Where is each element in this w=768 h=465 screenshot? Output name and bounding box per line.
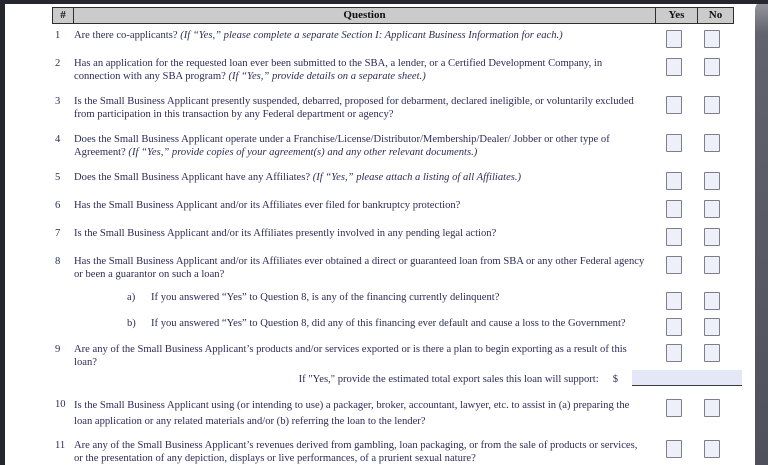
question-text (74, 171, 656, 184)
question-note: (If “Yes,” provide details on a separate sheet.) (228, 71, 426, 82)
q10-yes-checkbox[interactable] (666, 399, 682, 417)
q5-yes-checkbox[interactable] (666, 172, 682, 190)
form-page (5, 4, 755, 465)
question-text (74, 398, 656, 430)
header-number-column: # (60, 9, 66, 21)
question-row-q2 (52, 57, 734, 83)
question-main-text: Has the Small Business Applicant and/or its Affiliates ever obtained a direct or guaranteed loan from SBA or any other Federal agency or been a guarantor on such a loan? (74, 256, 645, 280)
yes-no-checkboxes (656, 200, 734, 218)
question-number: 4 (55, 134, 61, 145)
export-sales-input[interactable] (632, 370, 742, 386)
question-main-text: Are there co-applicants? (74, 30, 178, 41)
yes-no-checkboxes (656, 440, 734, 458)
header-no-column: No (697, 8, 733, 23)
q10-no-checkbox[interactable] (704, 399, 720, 417)
q6-yes-checkbox[interactable] (666, 200, 682, 218)
q8b-no-checkbox[interactable] (704, 318, 720, 336)
q8a-yes-checkbox[interactable] (666, 292, 682, 310)
q9-yes-checkbox[interactable] (666, 344, 682, 362)
question-number: 10 (55, 399, 66, 410)
question-text (74, 343, 656, 369)
question-text (74, 199, 656, 212)
question-row-q8 (52, 255, 734, 281)
question-note: (If “Yes,” please attach a listing of all Affiliates.) (312, 172, 522, 183)
q7-no-checkbox[interactable] (704, 228, 720, 246)
question-main-text: Is the Small Business Applicant using (or intending to use) a packager, broker, accountant, lawyer, etc. to assist in (a) preparing the loan application or any related materials and/or (b) referring the loan to the lender? (74, 400, 630, 427)
sub-question-letter: a) (127, 292, 136, 303)
q1-yes-checkbox[interactable] (666, 30, 682, 48)
q4-no-checkbox[interactable] (704, 134, 720, 152)
q4-yes-checkbox[interactable] (666, 134, 682, 152)
question-number: 6 (55, 200, 61, 211)
question-note: (If “Yes,” please complete a separate Section I: Applicant Business Information for each.) (180, 30, 563, 41)
q5-no-checkbox[interactable] (704, 172, 720, 190)
question-text (74, 227, 656, 240)
question-main-text: Are any of the Small Business Applicant’s products and/or services exported or is there a plan to begin exporting as a result of this loan? (74, 344, 627, 368)
q11-no-checkbox[interactable] (704, 440, 720, 458)
question-text (74, 95, 656, 121)
window-frame-left (0, 0, 5, 465)
q11-yes-checkbox[interactable] (666, 440, 682, 458)
question-text (74, 291, 656, 304)
question-row-q8a (52, 291, 734, 310)
window-frame-top (0, 0, 768, 4)
question-number: 5 (55, 172, 61, 183)
question-row-q1 (52, 29, 734, 48)
q3-yes-checkbox[interactable] (666, 96, 682, 114)
question-text (74, 133, 656, 159)
yes-no-checkboxes (656, 58, 734, 76)
question-row-q5 (52, 171, 734, 190)
q2-no-checkbox[interactable] (704, 58, 720, 76)
header-question-column: Question (73, 8, 655, 23)
q2-yes-checkbox[interactable] (666, 58, 682, 76)
yes-no-checkboxes (656, 292, 734, 310)
dollar-sign: $ (612, 374, 618, 385)
question-main-text: Does the Small Business Applicant have any Affiliates? (74, 172, 311, 183)
export-sales-label (52, 373, 618, 386)
question-rows (52, 29, 734, 465)
question-text (74, 317, 656, 330)
yes-no-checkboxes (656, 318, 734, 336)
question-row-q8b (52, 317, 734, 336)
question-main-text: Does the Small Business Applicant operate under a Franchise/License/Distributor/Membership/Dealer/ Jobber or other type of Agreement? (74, 134, 610, 158)
question-number: 8 (55, 256, 61, 267)
q8a-no-checkbox[interactable] (704, 292, 720, 310)
question-row-q3 (52, 95, 734, 121)
question-number: 2 (55, 58, 61, 69)
yes-no-checkboxes (656, 172, 734, 190)
question-row-q9-export (52, 370, 734, 386)
question-row-q7 (52, 227, 734, 246)
yes-no-checkboxes (656, 30, 734, 48)
question-number: 1 (55, 30, 61, 41)
question-number: 3 (55, 96, 61, 107)
q7-yes-checkbox[interactable] (666, 228, 682, 246)
question-number: 11 (55, 440, 66, 451)
question-text (74, 439, 656, 465)
yes-no-checkboxes (656, 228, 734, 246)
q3-no-checkbox[interactable] (704, 96, 720, 114)
yes-no-checkboxes (656, 134, 734, 152)
question-note: (If “Yes,” provide copies of your agreement(s) and any other relevant documents.) (128, 147, 478, 158)
question-row-q9 (52, 343, 734, 369)
yes-no-checkboxes (656, 344, 734, 362)
q9-no-checkbox[interactable] (704, 344, 720, 362)
question-text (74, 255, 656, 281)
yes-no-checkboxes (656, 399, 734, 417)
yes-no-checkboxes (656, 96, 734, 114)
question-main-text: If you answered “Yes” to Question 8, did any of this financing ever default and cause a loss to the Government? (151, 318, 626, 329)
q8-no-checkbox[interactable] (704, 256, 720, 274)
question-row-q6 (52, 199, 734, 218)
question-main-text: Has an application for the requested loan ever been submitted to the SBA, a lender, or a Certified Development Company, in connection with any SBA program? (74, 58, 603, 82)
window-frame-right-edge (755, 0, 768, 465)
q6-no-checkbox[interactable] (704, 200, 720, 218)
header-yes-column: Yes (655, 8, 697, 23)
q8-yes-checkbox[interactable] (666, 256, 682, 274)
question-main-text: Has the Small Business Applicant and/or its Affiliates ever filed for bankruptcy protection? (74, 200, 461, 211)
question-main-text: Are any of the Small Business Applicant’s revenues derived from gambling, loan packaging, or from the sale of products or services, or the presentation of any depiction, displays or live performances, of a prurient sexual nature? (74, 440, 638, 464)
question-row-q11 (52, 439, 734, 465)
question-row-q4 (52, 133, 734, 159)
q8b-yes-checkbox[interactable] (666, 318, 682, 336)
question-text (74, 57, 656, 83)
export-sales-text: If "Yes," provide the estimated total export sales this loan will support: (298, 374, 599, 385)
question-number: 7 (55, 228, 61, 239)
question-main-text: If you answered “Yes” to Question 8, is any of the financing currently delinquent? (151, 292, 500, 303)
question-main-text: Is the Small Business Applicant and/or its Affiliates presently involved in any pending legal action? (74, 228, 497, 239)
table-header-row (52, 7, 734, 24)
question-row-q10 (52, 398, 734, 430)
yes-no-checkboxes (656, 256, 734, 274)
question-main-text: Is the Small Business Applicant presently suspended, debarred, proposed for debarment, declared ineligible, or voluntarily excluded from participation in this transaction by any Federal department or agency? (74, 96, 634, 120)
q1-no-checkbox[interactable] (704, 30, 720, 48)
question-text (74, 29, 656, 42)
question-number: 9 (55, 344, 61, 355)
sub-question-letter: b) (127, 318, 136, 329)
